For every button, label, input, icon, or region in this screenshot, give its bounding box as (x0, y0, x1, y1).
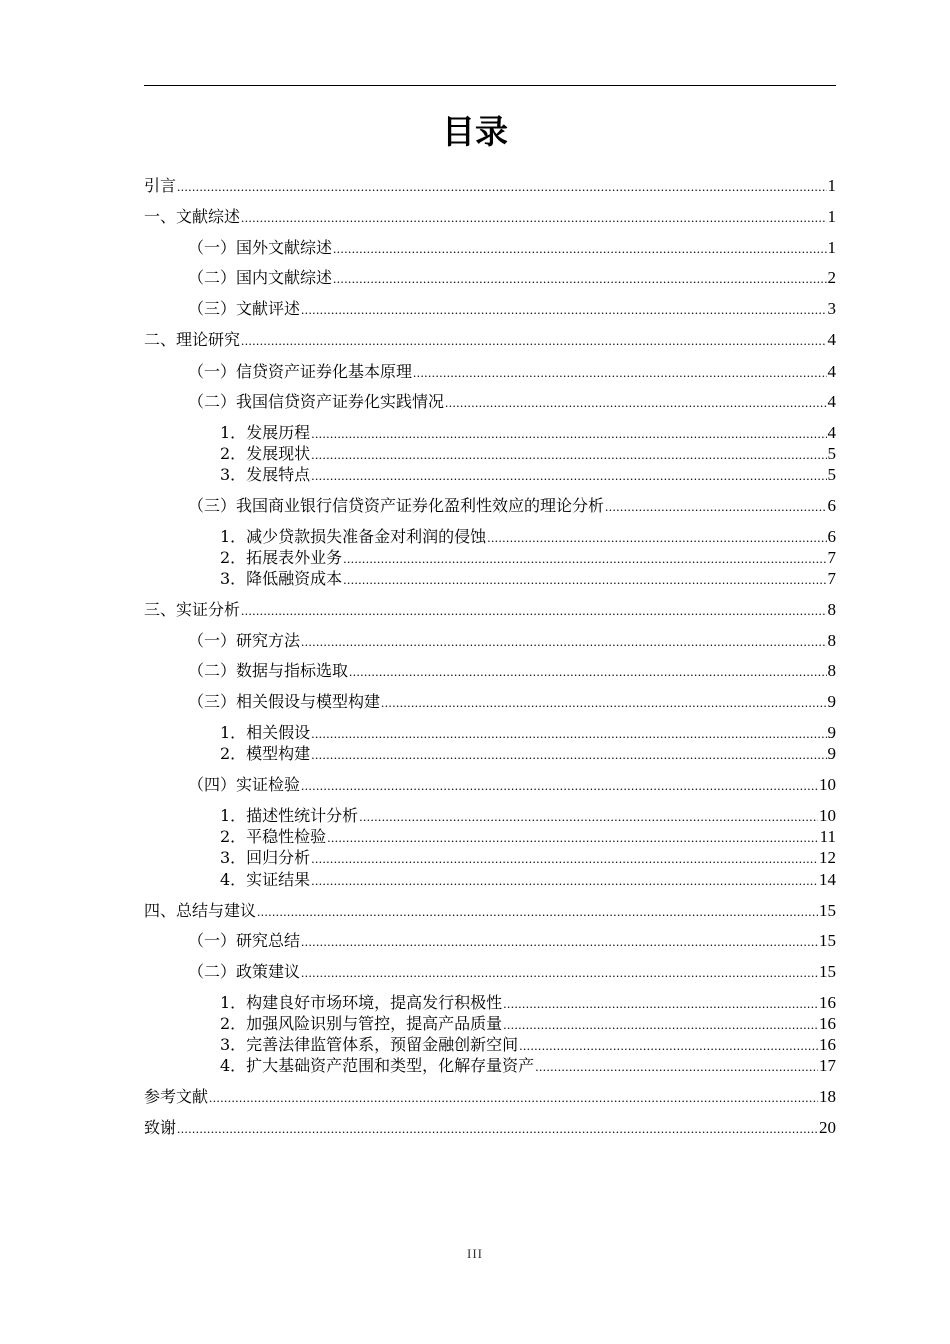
toc-entry-label: 3．回归分析 (220, 848, 311, 867)
dot-leader (359, 806, 818, 828)
toc-entry-page: 15 (819, 931, 836, 950)
header-rule (144, 85, 836, 86)
toc-entry-section-3-2[interactable] (144, 660, 836, 682)
toc-entry-label: 三、实证分析 (144, 600, 241, 619)
toc-entry-section-4-2[interactable] (144, 961, 836, 983)
toc-entry-label: （二）政策建议 (188, 962, 301, 981)
toc-entry-page: 18 (819, 1087, 836, 1106)
toc-entry-page: 6 (827, 527, 836, 546)
toc-entry-page: 15 (819, 962, 836, 981)
dot-leader (209, 1087, 818, 1109)
toc-entry-page: 9 (827, 723, 836, 742)
toc-entry-item-3-3-2[interactable] (144, 743, 836, 765)
toc-entry-section-4-1[interactable] (144, 930, 836, 952)
toc-entry-item-2-3-1[interactable] (144, 526, 836, 548)
toc-entry-section-1-3[interactable] (144, 298, 836, 320)
toc-entry-label: （一）研究方法 (188, 631, 301, 650)
toc-entry-page: 15 (819, 901, 836, 920)
dot-leader (311, 444, 826, 466)
page-number: III (467, 1246, 483, 1261)
toc-entry-page: 4 (827, 423, 836, 442)
toc-entry-introduction[interactable] (144, 175, 836, 197)
toc-entry-item-2-2-2[interactable] (144, 443, 836, 465)
toc-entry-label: （一）信贷资产证券化基本原理 (188, 362, 413, 381)
toc-entry-page: 16 (819, 1014, 836, 1033)
toc-entry-page: 8 (827, 661, 836, 680)
dot-leader (605, 496, 826, 518)
toc-entry-item-3-4-2[interactable] (144, 826, 836, 848)
dot-leader (301, 931, 818, 953)
toc-entry-label: 四、总结与建议 (144, 901, 257, 920)
toc-entry-section-2-3[interactable] (144, 495, 836, 517)
toc-entry-page: 1 (827, 207, 836, 226)
toc-entry-acknowledgements[interactable] (144, 1117, 836, 1139)
toc-entry-label: 3．完善法律监管体系，预留金融创新空间 (220, 1035, 519, 1054)
toc-entry-label: 一、文献综述 (144, 207, 241, 226)
toc-entry-page: 2 (827, 268, 836, 287)
dot-leader (535, 1056, 818, 1078)
dot-leader (301, 962, 818, 984)
toc-entry-section-1-2[interactable] (144, 267, 836, 289)
toc-entry-section-3-1[interactable] (144, 630, 836, 652)
toc-entry-page: 20 (819, 1118, 836, 1137)
dot-leader (519, 1035, 818, 1057)
toc-entry-page: 12 (819, 848, 836, 867)
dot-leader (311, 870, 818, 892)
dot-leader (487, 527, 826, 549)
toc-entry-label: 参考文献 (144, 1087, 209, 1106)
toc-entry-item-2-2-1[interactable] (144, 422, 836, 444)
toc-entry-section-3-3[interactable] (144, 691, 836, 713)
toc-entry-item-3-4-1[interactable] (144, 805, 836, 827)
toc-entry-item-4-2-2[interactable] (144, 1013, 836, 1035)
toc-entry-label: 引言 (144, 176, 177, 195)
toc-entry-page: 4 (827, 392, 836, 411)
toc-entry-label: （一）国外文献综述 (188, 238, 333, 257)
dot-leader (349, 661, 826, 683)
toc-entry-item-2-2-3[interactable] (144, 464, 836, 486)
toc-entry-page: 5 (827, 465, 836, 484)
dot-leader (311, 848, 818, 870)
dot-leader (333, 268, 826, 290)
toc-entry-label: 2．模型构建 (220, 744, 311, 763)
toc-entry-item-2-3-2[interactable] (144, 547, 836, 569)
dot-leader (177, 176, 826, 198)
dot-leader (333, 238, 826, 260)
toc-entry-label: （二）我国信贷资产证券化实践情况 (188, 392, 445, 411)
toc-entry-label: （三）相关假设与模型构建 (188, 692, 381, 711)
dot-leader (503, 993, 818, 1015)
toc-entry-section-1-1[interactable] (144, 237, 836, 259)
toc-entry-page: 14 (819, 870, 836, 889)
dot-leader (241, 207, 826, 229)
toc-entry-label: 2．加强风险识别与管控，提高产品质量 (220, 1014, 503, 1033)
toc-entry-label: 1．发展历程 (220, 423, 311, 442)
dot-leader (301, 775, 818, 797)
toc-entry-label: （四）实证检验 (188, 775, 301, 794)
toc-entry-section-3-4[interactable] (144, 774, 836, 796)
dot-leader (257, 901, 818, 923)
toc-entry-label: 1．构建良好市场环境，提高发行积极性 (220, 993, 503, 1012)
toc-entry-label: 二、理论研究 (144, 330, 241, 349)
toc-entry-label: （二）国内文献综述 (188, 268, 333, 287)
toc-entry-page: 9 (827, 692, 836, 711)
dot-leader (343, 548, 826, 570)
dot-leader (301, 299, 826, 321)
dot-leader (445, 392, 826, 414)
dot-leader (301, 631, 826, 653)
dot-leader (503, 1014, 818, 1036)
toc-entry-page: 10 (819, 775, 836, 794)
toc-entry-label: 3．降低融资成本 (220, 569, 343, 588)
toc-entry-page: 4 (827, 330, 836, 349)
toc-entry-item-4-2-3[interactable] (144, 1034, 836, 1056)
toc-entry-page: 3 (827, 299, 836, 318)
toc-entry-label: 1．减少贷款损失准备金对利润的侵蚀 (220, 527, 487, 546)
toc-entry-label: 1．描述性统计分析 (220, 806, 359, 825)
toc-entry-chapter-4[interactable] (144, 900, 836, 922)
dot-leader (311, 465, 826, 487)
toc-entry-label: 4．实证结果 (220, 870, 311, 889)
toc-entry-label: 2．平稳性检验 (220, 827, 327, 846)
toc-entry-page: 10 (819, 806, 836, 825)
toc-entry-page: 7 (827, 569, 836, 588)
toc-entry-page: 5 (827, 444, 836, 463)
toc-entry-page: 16 (819, 993, 836, 1012)
toc-entry-chapter-3[interactable] (144, 599, 836, 621)
toc-entry-chapter-2[interactable] (144, 329, 836, 351)
toc-entry-section-2-1[interactable] (144, 361, 836, 383)
dot-leader (413, 362, 826, 384)
toc-entry-section-2-2[interactable] (144, 391, 836, 413)
dot-leader (241, 330, 826, 352)
toc-entry-item-3-3-1[interactable] (144, 722, 836, 744)
toc-entry-item-3-4-3[interactable] (144, 847, 836, 869)
toc-entry-page: 16 (819, 1035, 836, 1054)
toc-entry-page: 7 (827, 548, 836, 567)
toc-entry-page: 8 (827, 631, 836, 650)
dot-leader (311, 744, 826, 766)
toc-entry-label: 2．发展现状 (220, 444, 311, 463)
toc-entry-label: （二）数据与指标选取 (188, 661, 349, 680)
dot-leader (311, 723, 826, 745)
dot-leader (327, 827, 818, 849)
toc-entry-page: 6 (827, 496, 836, 515)
toc-entry-item-4-2-1[interactable] (144, 992, 836, 1014)
toc-entry-label: （三）文献评述 (188, 299, 301, 318)
toc-entry-page: 4 (827, 362, 836, 381)
toc-entry-item-4-2-4[interactable] (144, 1055, 836, 1077)
dot-leader (343, 569, 826, 591)
dot-leader (381, 692, 826, 714)
toc-entry-page: 11 (819, 827, 836, 846)
toc-entry-references[interactable] (144, 1086, 836, 1108)
toc-entry-label: 4．扩大基础资产范围和类型，化解存量资产 (220, 1056, 535, 1075)
toc-entry-page: 9 (827, 744, 836, 763)
page-title: 目录 (442, 112, 508, 151)
toc-entry-label: 1．相关假设 (220, 723, 311, 742)
toc-entry-label: （一）研究总结 (188, 931, 301, 950)
dot-leader (241, 600, 826, 622)
toc-entry-label: 2．拓展表外业务 (220, 548, 343, 567)
toc-entry-label: 致谢 (144, 1118, 177, 1137)
dot-leader (311, 423, 826, 445)
toc-entry-item-2-3-3[interactable] (144, 568, 836, 590)
toc-entry-page: 1 (827, 238, 836, 257)
dot-leader (177, 1118, 818, 1140)
toc-entry-page: 8 (827, 600, 836, 619)
toc-entry-page: 17 (819, 1056, 836, 1075)
toc-entry-chapter-1[interactable] (144, 206, 836, 228)
toc-entry-label: （三）我国商业银行信贷资产证券化盈利性效应的理论分析 (188, 496, 605, 515)
toc-entry-item-3-4-4[interactable] (144, 869, 836, 891)
toc-entry-label: 3．发展特点 (220, 465, 311, 484)
toc-entry-page: 1 (827, 176, 836, 195)
